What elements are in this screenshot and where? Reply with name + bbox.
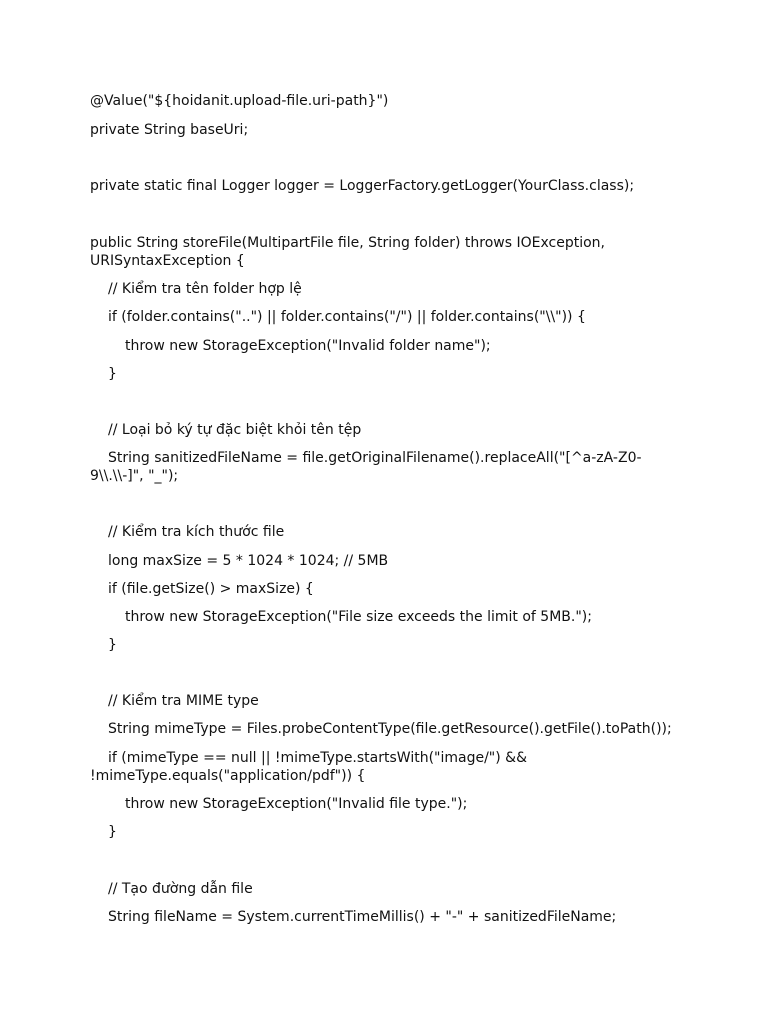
code-line-if-folder: if (folder.contains("..") || folder.contains("/") || folder.contains("\\")) { [108, 309, 586, 325]
code-line-throw-size: throw new StorageException("File size exceeds the limit of 5MB."); [125, 609, 592, 625]
code-line-close-brace-3: } [108, 824, 117, 840]
code-line-mime-type: String mimeType = Files.probeContentType(file.getResource().getFile().toPath()); [108, 721, 672, 737]
code-line-if-size: if (file.getSize() > maxSize) { [108, 581, 314, 597]
code-line-throw-mime: throw new StorageException("Invalid file type."); [125, 796, 468, 812]
code-line-logger: private static final Logger logger = LoggerFactory.getLogger(YourClass.class); [90, 178, 635, 194]
code-line-method-signature: public String storeFile(MultipartFile file, String folder) throws IOException, URISyntaxException { [90, 235, 610, 269]
code-line-comment-mime: // Kiểm tra MIME type [108, 693, 259, 709]
code-line-base-uri: private String baseUri; [90, 122, 249, 138]
code-line-value-annotation: @Value("${hoidanit.upload-file.uri-path}") [90, 93, 389, 109]
code-line-sanitized-filename: String sanitizedFileName = file.getOriginalFilename().replaceAll("[^a-zA-Z0-9\\.\\-]", "_"); [90, 450, 642, 484]
code-line-comment-path: // Tạo đường dẫn file [108, 881, 253, 897]
code-line-file-name: String fileName = System.currentTimeMillis() + "-" + sanitizedFileName; [108, 909, 617, 925]
code-line-comment-folder-check: // Kiểm tra tên folder hợp lệ [108, 281, 302, 297]
code-line-if-mime: if (mimeType == null || !mimeType.startsWith("image/") && !mimeType.equals("application/pdf")) { [90, 750, 532, 784]
code-line-close-brace-2: } [108, 637, 117, 653]
code-line-comment-sanitize: // Loại bỏ ký tự đặc biệt khỏi tên tệp [108, 422, 362, 438]
code-line-throw-invalid-folder: throw new StorageException("Invalid folder name"); [125, 338, 491, 354]
code-line-max-size: long maxSize = 5 * 1024 * 1024; // 5MB [108, 553, 389, 569]
code-line-comment-size-check: // Kiểm tra kích thước file [108, 524, 285, 540]
code-line-close-brace-1: } [108, 366, 117, 382]
